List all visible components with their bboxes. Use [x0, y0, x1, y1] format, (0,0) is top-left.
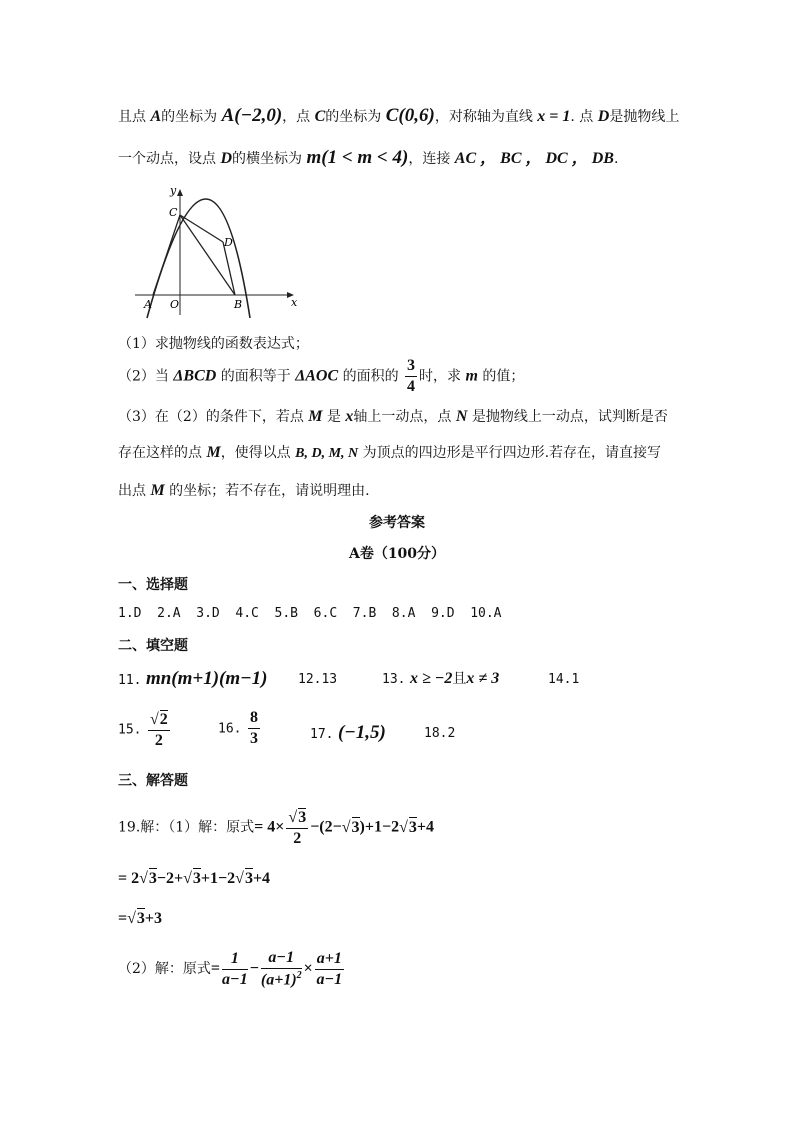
point-D-symbol: D: [597, 108, 610, 125]
text: 一个动点，设点: [118, 151, 221, 167]
fraction-numerator: √3: [286, 808, 308, 829]
text: 的值；: [477, 368, 525, 385]
answer-13-expr2: x ≠ 3: [466, 670, 500, 687]
text: 的面积等于: [216, 368, 296, 385]
text: −2+: [156, 870, 184, 887]
point-A-label: A: [144, 298, 152, 311]
point-C-symbol: C: [314, 108, 326, 125]
text: 的横坐标为: [232, 151, 307, 167]
text: 的坐标；若不存在，请说明理由.: [164, 483, 370, 499]
fraction-denominator: 3: [249, 730, 258, 747]
answer-19-part2: [118, 950, 346, 988]
text: +3: [144, 910, 163, 927]
question-3-line-3: [118, 480, 370, 500]
triangle-BCD: ΔBCD: [173, 367, 217, 385]
point-M-symbol: M: [206, 444, 221, 461]
text: 是: [322, 409, 346, 425]
text: 出点: [118, 483, 151, 499]
fraction-denominator: 2: [293, 830, 302, 847]
answers-title: 参考答案: [369, 515, 425, 531]
text: 存在这样的点: [118, 445, 207, 461]
point-M-symbol: M: [150, 482, 165, 499]
text: ，对称轴为直线: [434, 109, 538, 125]
fraction-denominator: 2: [154, 732, 163, 749]
y-axis-arrow: [177, 189, 183, 196]
text: +1−2: [200, 870, 236, 887]
x-symbol: x: [345, 408, 354, 425]
text: ，点: [282, 109, 315, 125]
text: +4: [416, 818, 434, 836]
m-symbol: m: [465, 367, 478, 385]
fraction-three-quarters: [405, 358, 417, 395]
answer-15-fraction: [148, 710, 170, 749]
text: −(2−: [310, 818, 342, 836]
fill-row-1: [118, 668, 268, 690]
fraction-denominator: [261, 969, 302, 988]
section-fill: 二、填空题: [118, 638, 188, 654]
text: 且点: [118, 109, 151, 125]
segment-AC: [153, 215, 180, 295]
text: ×: [303, 960, 313, 978]
answer-19b-label: （2）解：原式: [118, 961, 211, 978]
question-1: （1）求抛物线的函数表达式；: [118, 336, 309, 352]
sqrt-radicand: 3: [298, 809, 307, 826]
answer-19-label: 19.解：（1）解：原式: [118, 819, 255, 836]
parabola-figure: [130, 180, 310, 320]
answer-17: [310, 722, 386, 744]
m-range: m(1 < m < 4): [306, 147, 409, 168]
section-solve: 三、解答题: [118, 773, 188, 789]
text: ，连接: [408, 151, 455, 167]
answer-13-expr1: x ≥ −2: [409, 670, 453, 687]
text: .: [613, 151, 619, 167]
fraction-numerator: √2: [148, 710, 170, 731]
fraction-2: [261, 950, 302, 988]
vertex-points: B, D, M, N: [295, 446, 359, 461]
triangle-AOC: ΔAOC: [295, 367, 339, 385]
answer-19-step2: = 2√3−2+√3+1−2√3+4: [118, 870, 271, 887]
point-B-label: B: [234, 298, 243, 311]
text: 是抛物线上: [609, 109, 680, 125]
text: 的坐标为: [325, 109, 386, 125]
y-axis-label: y: [170, 184, 177, 197]
text: （2）当: [118, 368, 174, 385]
answer-16-fraction: [248, 710, 260, 747]
point-M-symbol: M: [308, 408, 323, 425]
text: 轴上一动点，点: [353, 409, 456, 425]
sqrt-radicand: 3: [192, 870, 201, 887]
answers-volume: A卷（100分）: [348, 546, 446, 562]
fraction-numerator: 3: [405, 358, 417, 377]
point-N-symbol: N: [455, 408, 468, 425]
fraction-1: [222, 951, 248, 988]
text: 的坐标为: [161, 109, 222, 125]
answer-17-expr: (−1,5): [337, 722, 386, 743]
text: . 点: [570, 109, 598, 125]
answer-16-label: 16.: [218, 721, 242, 737]
segment-list: AC ， BC ， DC ， DB: [454, 150, 614, 167]
fraction-3: [315, 951, 344, 988]
text: = 2: [118, 870, 140, 887]
text: =: [118, 910, 128, 927]
text: )+1−2: [359, 818, 400, 836]
answer-11-label: 11.: [118, 673, 142, 688]
text: （3）在（2）的条件下，若点: [118, 409, 309, 425]
question-3-line-1: [118, 406, 668, 426]
fraction-numerator: a+1: [315, 951, 344, 970]
answer-12: 12.13: [298, 672, 338, 687]
answer-15-label: 15.: [118, 722, 142, 738]
answer-13-label: 13.: [382, 672, 406, 687]
answer-17-label: 17.: [310, 727, 334, 742]
fraction-denominator: a−1: [222, 970, 248, 988]
section-choice: 一、选择题: [118, 577, 188, 593]
text: ，使得以点: [220, 445, 296, 461]
text: −: [249, 960, 259, 978]
point-C-label: C: [169, 206, 178, 219]
question-2: [118, 358, 524, 395]
point-D-label: D: [224, 236, 233, 249]
answer-19-part1: 19.解：（1）解：原式= 4× $\frac{√3}{2}$ −(2−√3)+1−2√3+4: [118, 809, 434, 847]
text: 的面积的: [338, 368, 404, 385]
sqrt-radicand: 3: [408, 818, 417, 836]
answer-13: [382, 668, 499, 688]
answer-13-and: 且: [452, 671, 467, 687]
answer-19-step3: =√3+3: [118, 910, 163, 927]
sqrt3-over-2: [286, 808, 308, 847]
fraction-numerator: a−1: [261, 950, 302, 969]
answer-15: [118, 710, 172, 749]
fraction-denominator: a−1: [316, 970, 343, 988]
text: +4: [252, 870, 271, 887]
choice-answers: 1.D 2.A 3.D 4.C 5.B 6.C 7.B 8.A 9.D 10.A: [118, 606, 502, 621]
answer-11-expr: mn(m+1)(m−1): [145, 668, 268, 689]
problem-line-2: [118, 145, 618, 169]
point-A-coordinate: A(−2,0): [221, 105, 283, 126]
fraction-denominator: 4: [407, 378, 416, 395]
x-axis-label: x: [291, 296, 298, 309]
text: = 4×: [254, 818, 285, 836]
symmetry-axis-equation: x = 1: [537, 108, 571, 125]
origin-label: O: [170, 298, 180, 311]
sqrt-radicand: 3: [244, 870, 253, 887]
answer-18: 18.2: [424, 726, 456, 741]
problem-line-1: [118, 105, 679, 127]
sqrt-radicand: 3: [351, 818, 360, 836]
fraction-numerator: 1: [222, 951, 248, 970]
point-C-coordinate: C(0,6): [385, 105, 435, 126]
sqrt-radicand: 2: [159, 711, 168, 728]
text: 是抛物线上一动点，试判断是否: [467, 409, 668, 425]
segment-DC: [180, 215, 223, 242]
answer-14: 14.1: [548, 672, 580, 687]
text: 为顶点的四边形是平行四边形.若存在，请直接写: [358, 445, 662, 461]
point-D-symbol: D: [220, 150, 233, 167]
text: 时，求: [419, 368, 466, 385]
sqrt-radicand: 3: [136, 910, 145, 927]
point-A-symbol: A: [150, 108, 162, 125]
sqrt-radicand: 3: [148, 870, 157, 887]
segment-BC: [180, 215, 235, 295]
text: (a+1): [260, 971, 297, 989]
text: =: [210, 960, 221, 978]
question-3-line-2: [118, 442, 661, 462]
exponent: 2: [296, 970, 302, 981]
fraction-numerator: 8: [248, 710, 260, 729]
answer-16: [218, 710, 262, 747]
